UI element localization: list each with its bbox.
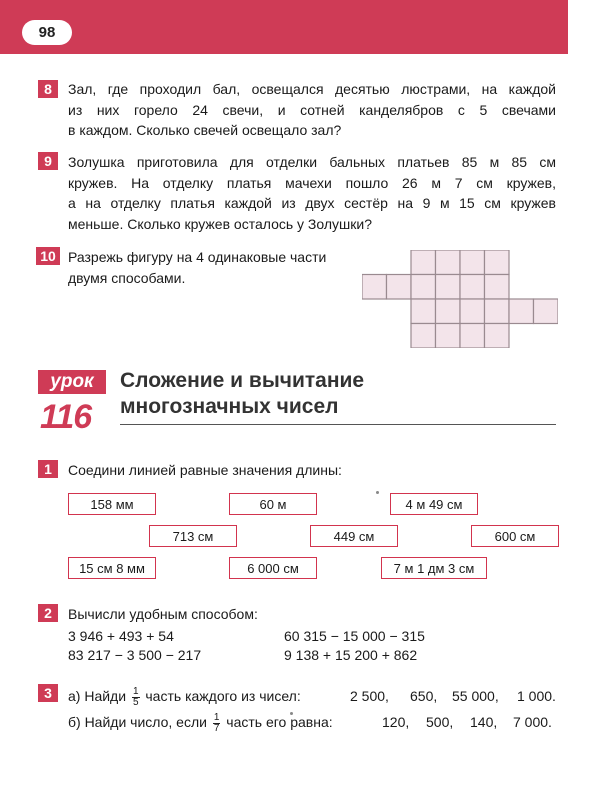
task-3a-line bbox=[68, 683, 558, 709]
length-box[interactable]: 4 м 49 см bbox=[390, 493, 478, 515]
task-3a-value: 650, bbox=[410, 688, 438, 704]
task-8-line: из них горело 24 свечи, и сотней канделябров с 5 свечами bbox=[68, 101, 556, 118]
lesson-title-line-1: Сложение и вычитание bbox=[120, 369, 365, 392]
fraction-denominator: 7 bbox=[213, 722, 220, 734]
task-3a-value: 1 000. bbox=[517, 688, 556, 704]
task-2-text: Вычисли удобным способом: bbox=[68, 606, 258, 622]
expression: 9 138 + 15 200 + 862 bbox=[284, 647, 418, 663]
fraction-one-fifth bbox=[132, 687, 140, 708]
connect-point bbox=[376, 491, 379, 494]
length-box[interactable]: 6 000 см bbox=[229, 557, 317, 579]
task-3a-prefix: а) Найди bbox=[68, 688, 127, 704]
expression: 60 315 − 15 000 − 315 bbox=[284, 628, 425, 644]
length-box[interactable]: 713 см bbox=[149, 525, 237, 547]
task-10-line: Разрежь фигуру на 4 одинаковые части bbox=[68, 249, 327, 265]
length-box[interactable]: 7 м 1 дм 3 см bbox=[381, 557, 487, 579]
task-number-8: 8 bbox=[38, 80, 58, 98]
lesson-title-line-2: многозначных чисел bbox=[120, 395, 339, 418]
task-9-line: меньше. Сколько кружев осталось у Золушки? bbox=[68, 215, 372, 232]
expression: 3 946 + 493 + 54 bbox=[68, 628, 174, 644]
length-box[interactable]: 158 мм bbox=[68, 493, 156, 515]
figure-cells bbox=[362, 250, 558, 348]
task-number-2: 2 bbox=[38, 604, 58, 622]
task-9-line: Золушка приготовила для отделки бальных платьев 85 м 85 см bbox=[68, 154, 556, 170]
length-box[interactable]: 15 см 8 мм bbox=[68, 557, 156, 579]
fraction-one-seventh bbox=[213, 713, 221, 734]
lesson-number: 116 bbox=[40, 398, 92, 436]
task-3a-value: 55 000, bbox=[452, 688, 499, 704]
cut-figure-grid bbox=[362, 250, 558, 348]
task-3b-suffix: часть его равна: bbox=[226, 714, 333, 730]
task-3b-value: 140, bbox=[470, 714, 498, 730]
task-9-line: кружев. На отделку платья мачехи пошло 26 м 7 см кружев, bbox=[68, 174, 556, 191]
task-3b-value: 7 000. bbox=[513, 714, 552, 730]
task-8-line: Зал, где проходил бал, освещался десятью люстрами, на каждой bbox=[68, 81, 556, 97]
lesson-tag: урок bbox=[38, 370, 106, 394]
task-number-1: 1 bbox=[38, 460, 58, 478]
task-8-text bbox=[68, 79, 556, 141]
task-3b-prefix: б) Найди число, если bbox=[68, 714, 207, 730]
task-number-3: 3 bbox=[38, 684, 58, 702]
length-box[interactable]: 449 см bbox=[310, 525, 398, 547]
task-3b-value: 120, bbox=[382, 714, 410, 730]
fraction-numerator: 1 bbox=[213, 711, 220, 723]
task-number-9: 9 bbox=[38, 152, 58, 170]
page-header-band bbox=[0, 0, 568, 54]
task-9-text bbox=[68, 152, 556, 234]
task-number-10: 10 bbox=[36, 247, 60, 265]
task-10-line: двумя способами. bbox=[68, 269, 186, 286]
fraction-denominator: 5 bbox=[132, 696, 139, 708]
task-3b-line bbox=[68, 709, 558, 735]
task-9-line: а на отделку платья каждой из двух сестёр на 9 м 15 см кружев bbox=[68, 195, 556, 211]
task-1-text: Соедини линией равные значения длины: bbox=[68, 462, 342, 478]
task-3a-value: 2 500, bbox=[350, 688, 389, 704]
expression: 83 217 − 3 500 − 217 bbox=[68, 647, 202, 663]
title-divider bbox=[120, 424, 556, 425]
task-3b-value: 500, bbox=[426, 714, 454, 730]
task-8-line: в каждом. Сколько свечей освещало зал? bbox=[68, 122, 342, 138]
task-10-text bbox=[68, 247, 358, 288]
lesson-title bbox=[120, 368, 364, 420]
task-3a-suffix: часть каждого из чисел: bbox=[145, 688, 301, 704]
length-box[interactable]: 60 м bbox=[229, 493, 317, 515]
fraction-numerator: 1 bbox=[132, 685, 139, 697]
page-number: 98 bbox=[22, 20, 72, 45]
length-box[interactable]: 600 см bbox=[471, 525, 559, 547]
